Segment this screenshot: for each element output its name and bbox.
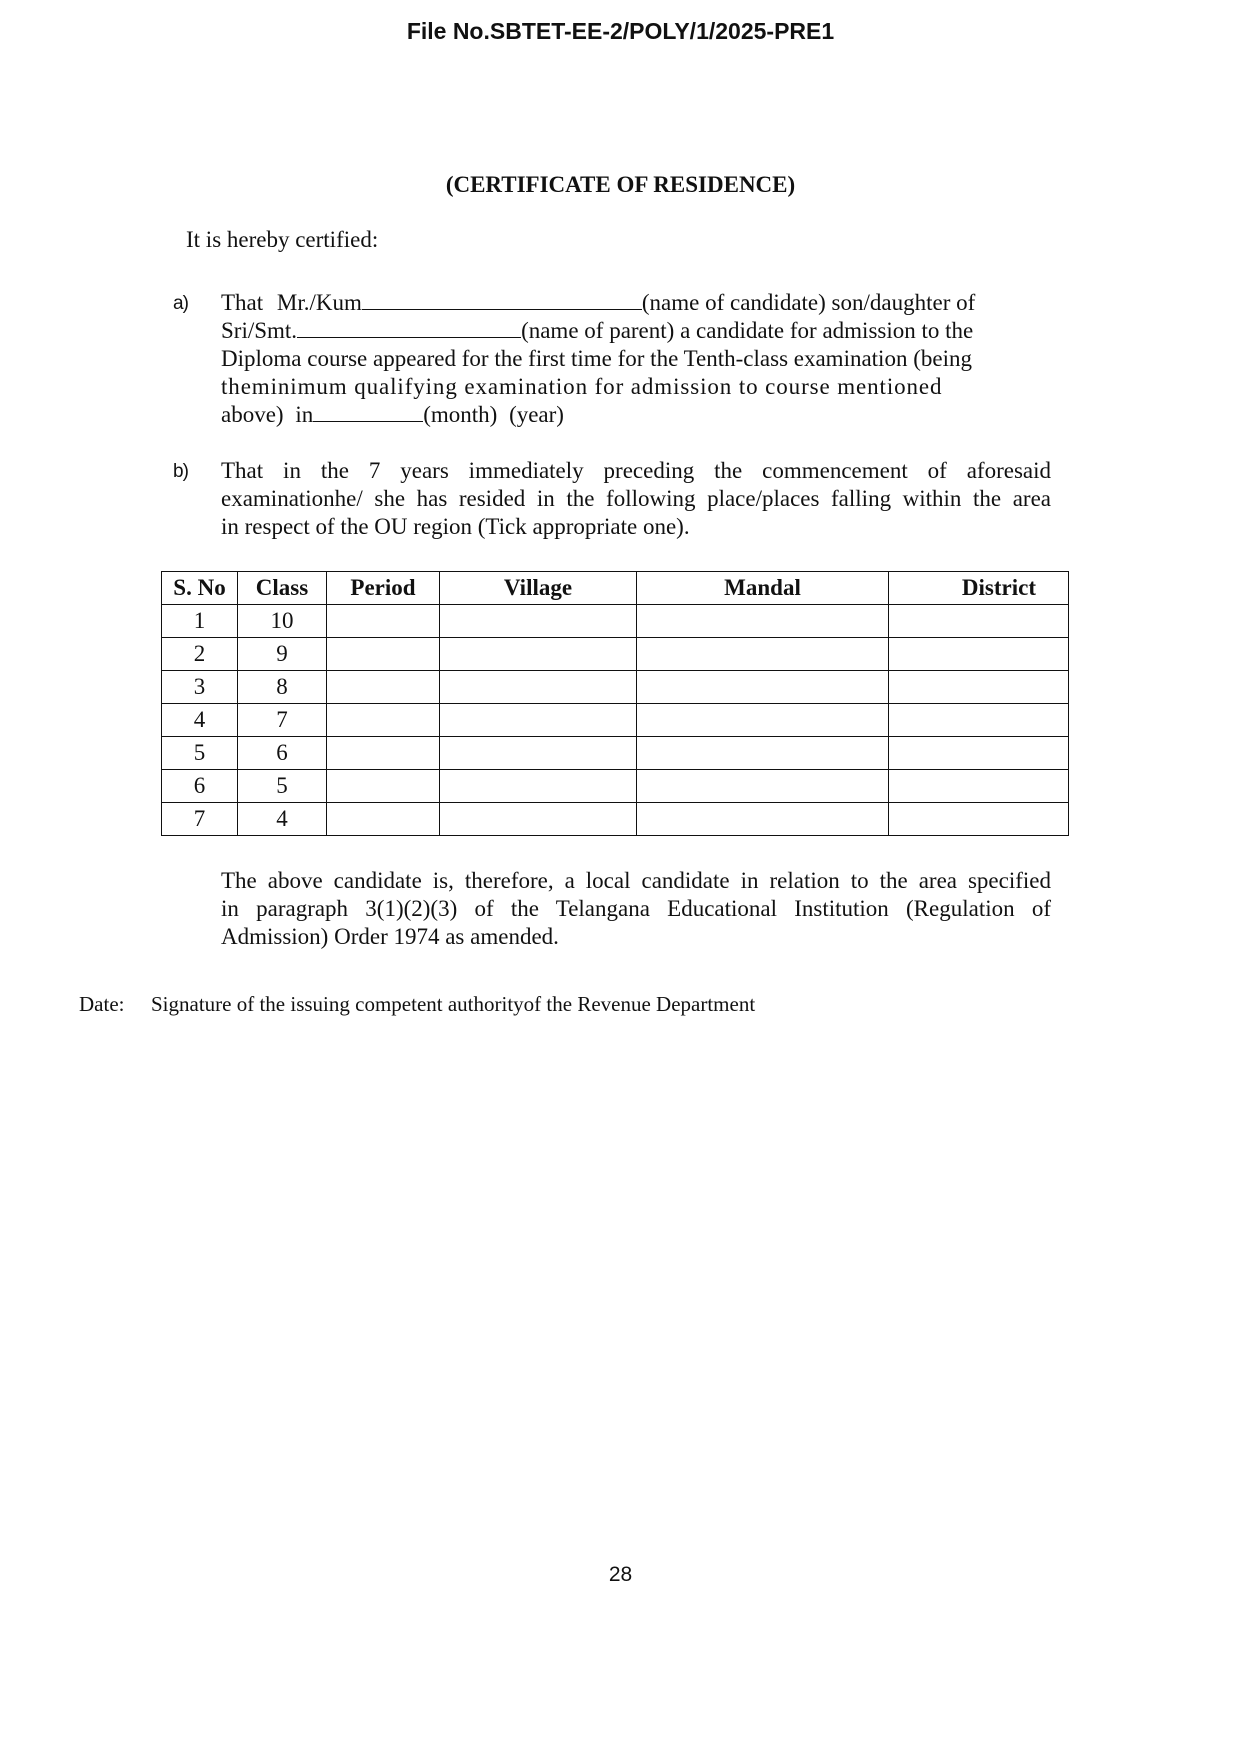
table-row — [162, 638, 1069, 671]
class-cell: 5 — [238, 770, 327, 803]
mandal-cell — [637, 770, 889, 803]
period-cell — [327, 770, 440, 803]
paragraph-a — [221, 289, 1051, 429]
signature-line: Signature of the issuing competent authorityof the Revenue Department — [151, 992, 756, 1016]
district-cell — [889, 770, 1069, 803]
village-cell — [440, 704, 637, 737]
text-fragment: above) in — [221, 402, 314, 427]
paragraph-c-line-1: The above candidate is, therefore, a local candidate in relation to the area specified — [221, 868, 1051, 893]
sno-cell: 2 — [162, 638, 238, 671]
village-cell — [440, 638, 637, 671]
table-row — [162, 770, 1069, 803]
mandal-cell — [637, 704, 889, 737]
paragraph-a-line-1 — [221, 289, 1051, 317]
period-cell — [327, 803, 440, 836]
district-cell — [889, 803, 1069, 836]
sno-cell: 1 — [162, 605, 238, 638]
table-row — [162, 671, 1069, 704]
paragraph-a-line-3: Diploma course appeared for the first time for the Tenth-class examination (being — [221, 346, 972, 371]
table-row — [162, 605, 1069, 638]
certificate-title: (CERTIFICATE OF RESIDENCE) — [445, 172, 796, 197]
table-row — [162, 737, 1069, 770]
paragraph-c-line-2: in paragraph 3(1)(2)(3) of the Telangana Educational Institution (Regulation of — [221, 896, 1051, 921]
paragraph-c-line-3: Admission) Order 1974 as amended. — [221, 924, 559, 949]
village-cell — [440, 737, 637, 770]
paragraph-a-line-4: theminimum qualifying examination for admission to course mentioned — [221, 374, 943, 399]
column-header-class: Class — [238, 572, 327, 605]
mandal-cell — [637, 638, 889, 671]
class-cell: 10 — [238, 605, 327, 638]
period-cell — [327, 638, 440, 671]
mandal-cell — [637, 671, 889, 704]
residence-table — [161, 571, 1069, 836]
mandal-cell — [637, 605, 889, 638]
paragraph-b-line-3: in respect of the OU region (Tick appropriate one). — [221, 514, 690, 539]
period-cell — [327, 671, 440, 704]
class-cell: 6 — [238, 737, 327, 770]
paragraph-b-line-2: examinationhe/ she has resided in the following place/places falling within the area — [221, 486, 1051, 511]
district-cell — [889, 638, 1069, 671]
paragraph-a-line-5 — [221, 401, 1051, 429]
table-row — [162, 704, 1069, 737]
paragraph-b-line-1: That in the 7 years immediately preceding the commencement of aforesaid — [221, 458, 1051, 483]
district-cell — [889, 737, 1069, 770]
text-fragment: (name of parent) a candidate for admission to the — [521, 318, 974, 343]
class-cell: 9 — [238, 638, 327, 671]
class-cell: 8 — [238, 671, 327, 704]
table-header-row — [162, 572, 1069, 605]
period-cell — [327, 737, 440, 770]
sno-cell: 4 — [162, 704, 238, 737]
table-row — [162, 803, 1069, 836]
sno-cell: 3 — [162, 671, 238, 704]
list-marker-b: b) — [173, 461, 188, 482]
text-fragment: (month) (year) — [423, 402, 564, 427]
class-cell: 7 — [238, 704, 327, 737]
mandal-cell — [637, 737, 889, 770]
candidate-name-blank — [362, 289, 642, 310]
village-cell — [440, 770, 637, 803]
text-fragment: Sri/Smt. — [221, 318, 298, 343]
paragraph-b — [221, 457, 1051, 541]
period-cell — [327, 605, 440, 638]
column-header-sno: S. No — [162, 572, 238, 605]
sno-cell: 6 — [162, 770, 238, 803]
village-cell — [440, 605, 637, 638]
page-number: 28 — [608, 1563, 633, 1586]
parent-name-blank — [297, 317, 521, 338]
column-header-village: Village — [440, 572, 637, 605]
district-cell — [889, 704, 1069, 737]
file-number-header: File No.SBTET-EE-2/POLY/1/2025-PRE1 — [406, 18, 835, 44]
column-header-district: District — [889, 572, 1069, 605]
list-marker-a: a) — [173, 293, 188, 314]
date-label: Date: — [79, 992, 125, 1016]
local-candidate-paragraph — [221, 867, 1051, 951]
month-blank — [313, 401, 423, 422]
district-cell — [889, 671, 1069, 704]
class-cell: 4 — [238, 803, 327, 836]
district-cell — [889, 605, 1069, 638]
sno-cell: 5 — [162, 737, 238, 770]
paragraph-a-line-2 — [221, 317, 1051, 345]
text-fragment: That Mr./Kum — [221, 290, 362, 315]
period-cell — [327, 704, 440, 737]
village-cell — [440, 671, 637, 704]
intro-text: It is hereby certified: — [186, 227, 379, 252]
text-fragment: (name of candidate) son/daughter of — [641, 290, 976, 315]
village-cell — [440, 803, 637, 836]
sno-cell: 7 — [162, 803, 238, 836]
mandal-cell — [637, 803, 889, 836]
column-header-period: Period — [327, 572, 440, 605]
column-header-mandal: Mandal — [637, 572, 889, 605]
